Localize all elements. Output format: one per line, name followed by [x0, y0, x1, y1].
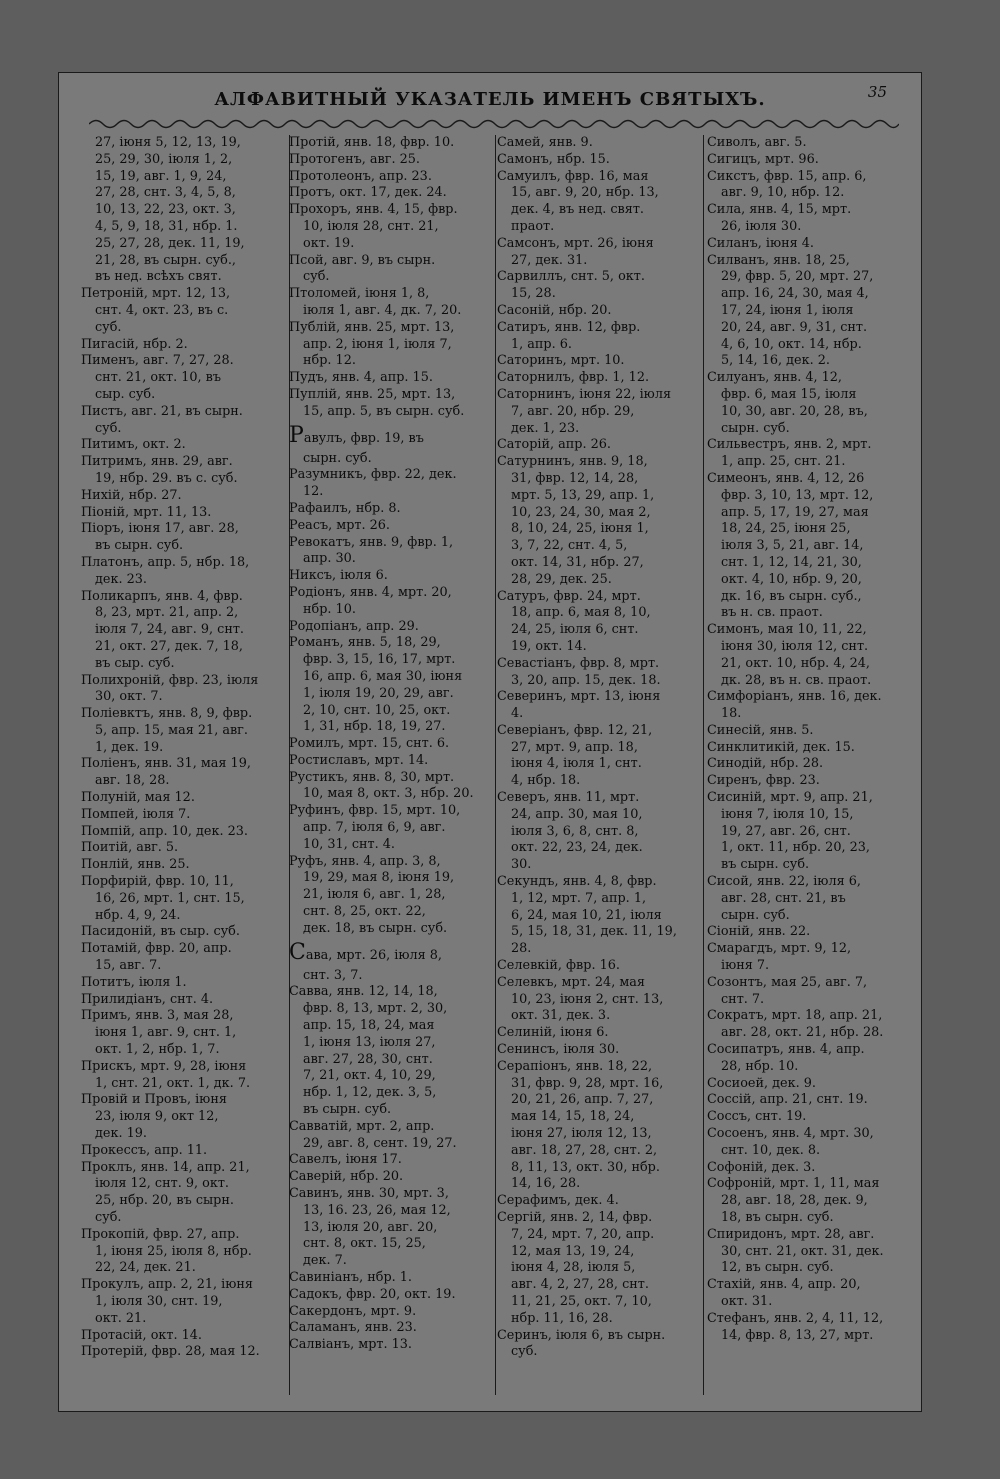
index-line: Птоломей, іюня 1, 8,: [289, 286, 430, 302]
index-line: Силванъ, янв. 18, 25,: [707, 252, 850, 268]
index-line: Симеонъ, янв. 4, 12, 26: [707, 470, 865, 486]
index-line: сырн. суб.: [303, 450, 372, 466]
index-line: 25, нбр. 20, въ сырн.: [95, 1193, 234, 1209]
index-line: 22, 24, дек. 21.: [95, 1260, 196, 1276]
index-line: 4, 6, 10, окт. 14, нбр.: [721, 336, 862, 352]
index-line: 28.: [511, 941, 532, 957]
index-line: Поліевктъ, янв. 8, 9, фвр.: [81, 706, 253, 722]
index-line: Самонъ, нбр. 15.: [497, 151, 610, 167]
index-line: Разумникъ, фвр. 22, дек.: [289, 467, 457, 483]
index-line: 4.: [511, 706, 524, 722]
index-line: 7, авг. 20, нбр. 29,: [511, 403, 635, 419]
index-line: окт. 31.: [721, 1293, 773, 1309]
index-line: 4, 5, 9, 18, 31, нбр. 1.: [95, 218, 238, 234]
index-line: 10, 23, 24, 30, мая 2,: [511, 504, 651, 520]
index-line: въ н. св. праот.: [721, 605, 823, 621]
index-line: Савиніанъ, нбр. 1.: [289, 1270, 412, 1285]
index-line: Сисиній, мрт. 9, апр. 21,: [707, 790, 873, 806]
index-line: Поліенъ, янв. 31, мая 19,: [81, 756, 251, 772]
index-line: 8, 11, 13, окт. 30, нбр.: [511, 1159, 660, 1175]
index-line: Полихроній, фвр. 23, іюля: [81, 672, 259, 688]
index-line: 19, нбр. 29. въ с. суб.: [95, 470, 238, 486]
index-line: 5, 15, 18, 31, дек. 11, 19,: [511, 924, 677, 940]
index-line: 24, 25, іюля 6, снт.: [511, 622, 639, 638]
index-line: Синклитикій, дек. 15.: [707, 739, 855, 755]
index-line: въ сыр. суб.: [95, 655, 175, 671]
index-line: Питимъ, окт. 2.: [81, 437, 186, 453]
index-line: Піоръ, іюня 17, авг. 28,: [81, 521, 239, 537]
index-line: Селевкъ, мрт. 24, мая: [497, 974, 645, 990]
index-line: Сосиоей, дек. 9.: [707, 1075, 816, 1091]
index-line: Синесій, янв. 5.: [707, 722, 814, 738]
index-line: апр. 30.: [303, 551, 356, 567]
index-line: фвр. 3, 10, 13, мрт. 12,: [721, 487, 874, 503]
page-title: АЛФАВИТНЫЙ УКАЗАТЕЛЬ ИМЕНЪ СВЯТЫХЪ.: [214, 89, 766, 110]
index-line: Рафаилъ, нбр. 8.: [289, 500, 401, 516]
index-line: Сіоній, янв. 22.: [707, 924, 811, 940]
index-line: 1, окт. 11, нбр. 20, 23,: [721, 840, 870, 856]
index-line: снт. 8, окт. 15, 25,: [303, 1236, 426, 1252]
index-line: Серинъ, іюля 6, въ сырн.: [497, 1327, 666, 1343]
index-line: Пасидоній, въ сыр. суб.: [81, 924, 240, 940]
index-line: Севастіанъ, фвр. 8, мрт.: [497, 655, 660, 671]
index-line: Пистъ, авг. 21, въ сырн.: [81, 403, 243, 419]
index-line: 15, авг. 9, 20, нбр. 13,: [511, 185, 659, 201]
index-line: окт. 1, 2, нбр. 1, 7.: [95, 1042, 220, 1058]
index-line: 1, 31, нбр. 18, 19, 27.: [303, 719, 446, 735]
index-line: праот.: [511, 218, 555, 234]
index-line: окт. 4, 10, нбр. 9, 20,: [721, 571, 862, 587]
index-line: 10, 23, іюня 2, снт. 13,: [511, 991, 664, 1007]
index-line: Питримъ, янв. 29, авг.: [81, 454, 233, 470]
index-line: 1, іюня 13, іюля 27,: [303, 1034, 436, 1050]
book-page: [58, 72, 922, 1412]
column-divider: [703, 135, 704, 1395]
index-line: Сакердонъ, мрт. 9.: [289, 1303, 417, 1319]
index-line: іюля 1, авг. 4, дк. 7, 20.: [303, 302, 462, 318]
index-line: 3, 20, апр. 15, дек. 18.: [511, 672, 661, 688]
index-line: авг. 27, 28, 30, снт.: [303, 1051, 433, 1067]
index-line: Прискъ, мрт. 9, 28, іюня: [81, 1058, 247, 1074]
index-line: Нихій, нбр. 27.: [81, 487, 182, 503]
index-line: апр. 7, іюля 6, 9, авг.: [303, 820, 446, 836]
index-line: 15, 19, авг. 1, 9, 24,: [95, 168, 227, 184]
index-line: дек. 1, 23.: [511, 420, 580, 436]
index-line: 12, въ сырн. суб.: [721, 1260, 834, 1276]
index-line: авг. 18, 28.: [95, 773, 170, 789]
index-line: Поитій, авг. 5.: [81, 840, 179, 856]
ornamental-rule: [89, 117, 899, 131]
index-line: іюня 4, іюля 1, снт.: [511, 756, 642, 772]
index-line: Саторнилъ, фвр. 1, 12.: [497, 370, 650, 386]
index-line: суб.: [95, 420, 122, 436]
index-line: Синодій, нбр. 28.: [707, 756, 824, 772]
index-line: 1, 12, мрт. 7, апр. 1,: [511, 890, 647, 906]
index-line: 2, 10, снт. 10, 25, окт.: [303, 702, 451, 718]
index-line: Проклъ, янв. 14, апр. 21,: [81, 1159, 250, 1175]
index-line: снт. 1, 12, 14, 21, 30,: [721, 554, 862, 570]
index-line: 19, 27, авг. 26, снт.: [721, 823, 851, 839]
index-line: въ сырн. суб.: [303, 1102, 392, 1118]
index-line: 18.: [721, 706, 742, 722]
index-line: іюля 12, снт. 9, окт.: [95, 1176, 229, 1192]
index-line: дк. 28, въ н. св. праот.: [721, 672, 872, 688]
index-line: Сатиръ, янв. 12, фвр.: [497, 319, 641, 335]
index-line: Протолеонъ, апр. 23.: [289, 168, 432, 184]
index-line: 18, апр. 6, мая 8, 10,: [511, 605, 651, 621]
index-line: Прохоръ, янв. 4, 15, фвр.: [289, 202, 458, 218]
index-line: Стахій, янв. 4, апр. 20,: [707, 1277, 861, 1293]
index-line: 1, іюля 30, снт. 19,: [95, 1293, 223, 1309]
index-line: снт. 7.: [721, 991, 765, 1007]
index-line: снт. 10, дек. 8.: [721, 1142, 821, 1158]
index-line: іюня 4, 28, іюля 5,: [511, 1260, 636, 1276]
index-line: Прокопій, фвр. 27, апр.: [81, 1226, 240, 1242]
index-line: Сатурнинъ, янв. 9, 18,: [497, 454, 648, 470]
index-line: нбр. 12.: [303, 353, 356, 369]
index-line: Родопіанъ, апр. 29.: [289, 618, 419, 634]
index-line: 18, 24, 25, іюня 25,: [721, 521, 851, 537]
index-line: Саторій, апр. 26.: [497, 437, 611, 453]
index-line: 30.: [511, 857, 532, 873]
index-line: Симонъ, мая 10, 11, 22,: [707, 622, 867, 638]
column-1: [81, 135, 293, 1361]
index-line: Понлій, янв. 25.: [81, 857, 190, 873]
index-line: фвр. 3, 15, 16, 17, мрт.: [303, 652, 456, 668]
index-line: 21, 28, въ сырн. суб.,: [95, 252, 236, 268]
index-line: Ромилъ, мрт. 15, снт. 6.: [289, 736, 450, 752]
index-line: 21, окт. 10, нбр. 4, 24,: [721, 655, 870, 671]
index-line: Савватій, мрт. 2, апр.: [289, 1118, 435, 1134]
index-line: авг. 28, снт. 21, въ: [721, 890, 846, 906]
index-line: Потитъ, іюля 1.: [81, 974, 187, 990]
index-line: въ сырн. суб.: [721, 857, 810, 873]
index-line: Савинъ, янв. 30, мрт. 3,: [289, 1186, 449, 1202]
index-line: Псой, авг. 9, въ сырн.: [289, 252, 436, 268]
index-line: Поликарпъ, янв. 4, фвр.: [81, 588, 243, 604]
index-line: 30, снт. 21, окт. 31, дек.: [721, 1243, 884, 1259]
index-line: апр. 5, 17, 19, 27, мая: [721, 504, 869, 520]
index-line: Савва, янв. 12, 14, 18,: [289, 984, 438, 1000]
index-line: Стефанъ, янв. 2, 4, 11, 12,: [707, 1310, 884, 1326]
index-line: Сосипатръ, янв. 4, апр.: [707, 1042, 865, 1058]
index-line: Протъ, окт. 17, дек. 24.: [289, 185, 447, 201]
index-line: снт. 21, окт. 10, въ: [95, 370, 222, 386]
index-line: Садокъ, фвр. 20, окт. 19.: [289, 1286, 456, 1302]
index-line: суб.: [511, 1344, 538, 1360]
index-line: 19, 29, мая 8, іюня 19,: [303, 870, 455, 886]
column-4: [707, 135, 913, 1344]
index-line: Сократъ, мрт. 18, апр. 21,: [707, 1008, 883, 1024]
index-line: 10, 31, снт. 4.: [303, 836, 395, 852]
index-line: дк. 16, въ сырн. суб.,: [721, 588, 862, 604]
index-line: Полуній, мая 12.: [81, 790, 195, 806]
index-line: Созонтъ, мая 25, авг. 7,: [707, 974, 868, 990]
index-line: 10, мая 8, окт. 3, нбр. 20.: [303, 786, 474, 802]
index-line: Піоній, мрт. 11, 13.: [81, 504, 212, 520]
index-line: іюня 7.: [721, 958, 770, 974]
index-line: 8, 23, мрт. 21, апр. 2,: [95, 605, 239, 621]
index-line: 7, 21, окт. 4, 10, 29,: [303, 1068, 436, 1084]
index-line: Пудъ, янв. 4, апр. 15.: [289, 370, 433, 386]
index-line: Порфирій, фвр. 10, 11,: [81, 874, 234, 890]
index-line: Романъ, янв. 5, 18, 29,: [289, 635, 441, 651]
index-line: въ нед. всѣхъ свят.: [95, 269, 222, 285]
index-line: Публій, янв. 25, мрт. 13,: [289, 319, 455, 335]
index-line: 1, снт. 21, окт. 1, дк. 7.: [95, 1075, 251, 1091]
index-line: авг. 28, окт. 21, нбр. 28.: [721, 1025, 884, 1041]
index-line: дек. 19.: [95, 1126, 147, 1142]
index-line: 10, 30, авг. 20, 28, въ,: [721, 403, 868, 419]
page-number: 35: [867, 83, 887, 101]
index-line: Саламанъ, янв. 23.: [289, 1320, 417, 1336]
index-line: Смарагдъ, мрт. 9, 12,: [707, 941, 852, 957]
index-line: 17, 24, іюня 1, іюля: [721, 302, 854, 318]
index-line: авг. 18, 27, 28, снт. 2,: [511, 1142, 658, 1158]
index-line: Платонъ, апр. 5, нбр. 18,: [81, 554, 250, 570]
index-line: нбр. 1, 12, дек. 3, 5,: [303, 1085, 437, 1101]
index-line: Селиній, іюня 6.: [497, 1025, 609, 1041]
index-line: іюля 7, 24, авг. 9, снт.: [95, 622, 244, 638]
index-line: Протогенъ, авг. 25.: [289, 151, 420, 167]
index-line: снт. 8, 25, окт. 22,: [303, 904, 426, 920]
index-line: 20, 21, 26, апр. 7, 27,: [511, 1092, 654, 1108]
index-line: нбр. 10.: [303, 601, 356, 617]
index-line: 1, іюня 25, іюля 8, нбр.: [95, 1243, 252, 1259]
index-line: 5, апр. 15, мая 21, авг.: [95, 722, 248, 738]
index-line: Петроній, мрт. 12, 13,: [81, 286, 231, 302]
index-line: 1, апр. 6.: [511, 336, 572, 352]
index-line: Никсъ, іюля 6.: [289, 568, 388, 584]
index-line: Провій и Провъ, іюня: [81, 1092, 227, 1108]
index-line: нбр. 11, 16, 28.: [511, 1310, 613, 1326]
index-line: Прокессъ, апр. 11.: [81, 1142, 208, 1158]
index-line: Сосcъ, снт. 19.: [707, 1109, 807, 1125]
index-line: іюля 3, 5, 21, авг. 14,: [721, 538, 864, 554]
index-line: Силанъ, іюня 4.: [707, 235, 814, 251]
index-line: 28, нбр. 10.: [721, 1058, 799, 1074]
index-line: іюня 30, іюля 12, снт.: [721, 638, 869, 654]
index-line: 21, іюля 6, авг. 1, 28,: [303, 887, 446, 903]
index-line: Сисой, янв. 22, іюля 6,: [707, 874, 861, 890]
index-line: Самсонъ, мрт. 26, іюня: [497, 235, 654, 251]
index-line: Помпей, іюля 7.: [81, 806, 191, 822]
index-line: Софоній, дек. 3.: [707, 1159, 816, 1175]
index-line: 21, окт. 27, дек. 7, 18,: [95, 638, 243, 654]
index-line: дек. 4, въ нед. свят.: [511, 202, 644, 218]
index-line: 10, 13, 22, 23, окт. 3,: [95, 202, 236, 218]
index-line: снт. 4, окт. 23, въ с.: [95, 302, 229, 318]
index-line: Сосоенъ, янв. 4, мрт. 30,: [707, 1126, 874, 1142]
index-line: Саторнинъ, іюня 22, іюля: [497, 386, 672, 402]
index-line: Силуанъ, янв. 4, 12,: [707, 370, 842, 386]
index-line: Сигицъ, мрт. 96.: [707, 151, 819, 167]
index-line: Пигасій, нбр. 2.: [81, 336, 188, 352]
index-line: авг. 4, 2, 27, 28, снт.: [511, 1277, 649, 1293]
index-line: 4, нбр. 18.: [511, 773, 581, 789]
index-line: Сасоній, нбр. 20.: [497, 302, 612, 318]
index-line: 12.: [303, 484, 324, 500]
index-line: 12, мая 13, 19, 24,: [511, 1243, 635, 1259]
index-line: 14, 16, 28.: [511, 1176, 581, 1192]
index-line: мая 14, 15, 18, 24,: [511, 1109, 635, 1125]
index-line: Самей, янв. 9.: [497, 135, 593, 150]
index-line: Сиволъ, авг. 5.: [707, 135, 807, 150]
index-line: сырн. суб.: [721, 420, 790, 436]
index-line: Селевкій, фвр. 16.: [497, 958, 620, 974]
index-line: Равулъ, фвр. 19, въ: [289, 422, 424, 448]
index-line: 3, 7, 22, снт. 4, 5,: [511, 538, 628, 554]
column-divider: [495, 135, 496, 1395]
index-line: Самуилъ, фвр. 16, мая: [497, 168, 649, 184]
index-line: окт. 31, дек. 3.: [511, 1008, 611, 1024]
column-3: [497, 135, 701, 1361]
index-line: Пуплій, янв. 25, мрт. 13,: [289, 386, 456, 402]
index-line: 1, дек. 19.: [95, 739, 164, 755]
index-line: Серапіонъ, янв. 18, 22,: [497, 1058, 653, 1074]
index-line: 8, 10, 24, 25, іюня 1,: [511, 521, 649, 537]
index-line: фвр. 8, 13, мрт. 2, 30,: [303, 1001, 448, 1017]
index-line: 11, 21, 25, окт. 7, 10,: [511, 1293, 652, 1309]
index-line: 7, 24, мрт. 7, 20, апр.: [511, 1226, 655, 1242]
index-line: Сатуръ, фвр. 24, мрт.: [497, 588, 641, 604]
index-line: Сикстъ, фвр. 15, апр. 6,: [707, 168, 867, 184]
index-line: фвр. 6, мая 15, іюля: [721, 386, 857, 402]
index-line: Сильвестръ, янв. 2, мрт.: [707, 437, 872, 453]
index-line: 31, фвр. 9, 28, мрт. 16,: [511, 1075, 664, 1091]
index-line: Серафимъ, дек. 4.: [497, 1193, 619, 1209]
index-line: Сила, янв. 4, 15, мрт.: [707, 202, 852, 218]
index-line: Саторинъ, мрт. 10.: [497, 353, 625, 369]
index-line: Секундъ, янв. 4, 8, фвр.: [497, 874, 657, 890]
index-line: 27, 28, снт. 3, 4, 5, 8,: [95, 185, 236, 201]
index-line: суб.: [95, 1210, 122, 1225]
index-line: 19, окт. 14.: [511, 638, 587, 654]
index-line: Ростиславъ, мрт. 14.: [289, 752, 429, 768]
index-line: 15, авг. 7.: [95, 958, 162, 974]
index-line: Симфоріанъ, янв. 16, дек.: [707, 689, 882, 705]
index-line: 1, апр. 25, снт. 21.: [721, 454, 846, 470]
index-line: Спиридонъ, мрт. 28, авг.: [707, 1226, 875, 1242]
index-line: 18, въ сырн. суб.: [721, 1210, 834, 1225]
index-line: Реасъ, мрт. 26.: [289, 517, 390, 533]
index-line: Сиренъ, фвр. 23.: [707, 773, 820, 789]
index-line: 25, 29, 30, іюля 1, 2,: [95, 151, 233, 167]
index-line: Салвіанъ, мрт. 13.: [289, 1337, 412, 1353]
index-line: Потамій, фвр. 20, апр.: [81, 941, 232, 957]
index-line: апр. 2, іюня 1, іюля 7,: [303, 336, 452, 352]
index-line: авг. 9, 10, нбр. 12.: [721, 185, 845, 201]
index-line: Пименъ, авг. 7, 27, 28.: [81, 353, 234, 369]
index-line: Руфъ, янв. 4, апр. 3, 8,: [289, 853, 441, 869]
index-line: Савелъ, іюня 17.: [289, 1152, 402, 1168]
index-line: іюня 27, іюля 12, 13,: [511, 1126, 652, 1142]
index-line: 16, апр. 6, мая 30, іюня: [303, 668, 463, 684]
index-line: 25, 27, 28, дек. 11, 19,: [95, 235, 245, 251]
index-line: Примъ, янв. 3, мая 28,: [81, 1008, 234, 1024]
index-line: снт. 3, 7.: [303, 967, 363, 983]
index-line: суб.: [95, 319, 122, 335]
index-line: 28, 29, дек. 25.: [511, 571, 612, 587]
index-line: 29, авг. 8, сент. 19, 27.: [303, 1135, 457, 1151]
index-line: Протерій, фвр. 28, мая 12.: [81, 1344, 260, 1360]
index-line: Сарвиллъ, снт. 5, окт.: [497, 269, 645, 285]
index-line: Ревокатъ, янв. 9, фвр. 1,: [289, 534, 454, 550]
index-line: окт. 19.: [303, 235, 355, 251]
index-line: нбр. 4, 9, 24.: [95, 907, 181, 923]
index-line: Соссій, апр. 21, снт. 19.: [707, 1092, 868, 1108]
index-line: 16, 26, мрт. 1, снт. 15,: [95, 890, 245, 906]
index-line: 27, дек. 31.: [511, 252, 588, 268]
index-line: окт. 14, 31, нбр. 27,: [511, 554, 644, 570]
index-line: 14, фвр. 8, 13, 27, мрт.: [721, 1327, 874, 1343]
index-line: Северіанъ, фвр. 12, 21,: [497, 722, 653, 738]
index-line: 27, іюня 5, 12, 13, 19,: [95, 135, 241, 150]
index-line: апр. 15, 18, 24, мая: [303, 1018, 435, 1034]
index-line: окт. 22, 23, 24, дек.: [511, 840, 643, 856]
column-2: [289, 135, 495, 1354]
index-line: мрт. 5, 13, 29, апр. 1,: [511, 487, 655, 503]
index-line: дек. 23.: [95, 571, 147, 587]
index-line: въ сырн. суб.: [95, 538, 184, 554]
index-line: іюля 3, 6, 8, снт. 8,: [511, 823, 639, 839]
index-line: Протасій, окт. 14.: [81, 1327, 202, 1343]
index-line: 6, 24, мая 10, 21, іюля: [511, 907, 662, 923]
index-line: 10, іюля 28, снт. 21,: [303, 218, 439, 234]
index-line: 27, мрт. 9, апр. 18,: [511, 739, 638, 755]
index-line: Софроній, мрт. 1, 11, мая: [707, 1176, 880, 1192]
index-line: Прилидіанъ, снт. 4.: [81, 991, 214, 1007]
index-line: Северъ, янв. 11, мрт.: [497, 790, 640, 806]
index-line: дек. 7.: [303, 1253, 347, 1269]
index-line: 5, 14, 16, дек. 2.: [721, 353, 830, 369]
index-line: Протій, янв. 18, фвр. 10.: [289, 135, 455, 150]
index-line: 31, фвр. 12, 14, 28,: [511, 470, 639, 486]
index-line: Родіонъ, янв. 4, мрт. 20,: [289, 584, 452, 600]
index-line: Руфинъ, фвр. 15, мрт. 10,: [289, 803, 461, 819]
index-line: окт. 21.: [95, 1310, 147, 1326]
index-line: 29, фвр. 5, 20, мрт. 27,: [721, 269, 874, 285]
index-line: Рустикъ, янв. 8, 30, мрт.: [289, 769, 455, 785]
index-line: апр. 16, 24, 30, мая 4,: [721, 286, 869, 302]
index-line: Сава, мрт. 26, іюля 8,: [289, 939, 442, 965]
index-line: сыр. суб.: [95, 386, 156, 402]
index-line: 13, іюля 20, авг. 20,: [303, 1219, 438, 1235]
index-line: 15, апр. 5, въ сырн. суб.: [303, 403, 465, 419]
index-line: Прокулъ, апр. 2, 21, іюня: [81, 1277, 254, 1293]
index-line: Саверій, нбр. 20.: [289, 1169, 404, 1185]
index-line: 28, авг. 18, 28, дек. 9,: [721, 1193, 868, 1209]
index-line: суб.: [303, 269, 330, 285]
index-line: 26, іюля 30.: [721, 218, 802, 234]
index-line: 30, окт. 7.: [95, 689, 163, 705]
index-line: Помпій, апр. 10, дек. 23.: [81, 823, 248, 839]
index-line: іюня 7, іюля 10, 15,: [721, 806, 854, 822]
index-line: Сергій, янв. 2, 14, фвр.: [497, 1210, 653, 1225]
index-line: Северинъ, мрт. 13, іюня: [497, 689, 661, 705]
index-line: 23, іюля 9, окт 12,: [95, 1109, 219, 1125]
index-line: сырн. суб.: [721, 907, 790, 923]
index-line: 20, 24, авг. 9, 31, снт.: [721, 319, 868, 335]
index-line: 1, іюля 19, 20, 29, авг.: [303, 685, 454, 701]
index-line: іюня 1, авг. 9, снт. 1,: [95, 1025, 237, 1041]
index-line: 15, 28.: [511, 286, 556, 302]
index-line: 24, апр. 30, мая 10,: [511, 806, 643, 822]
index-line: Сенинсъ, іюля 30.: [497, 1042, 620, 1058]
index-line: дек. 18, въ сырн. суб.: [303, 920, 448, 936]
index-line: 13, 16. 23, 26, мая 12,: [303, 1202, 451, 1218]
